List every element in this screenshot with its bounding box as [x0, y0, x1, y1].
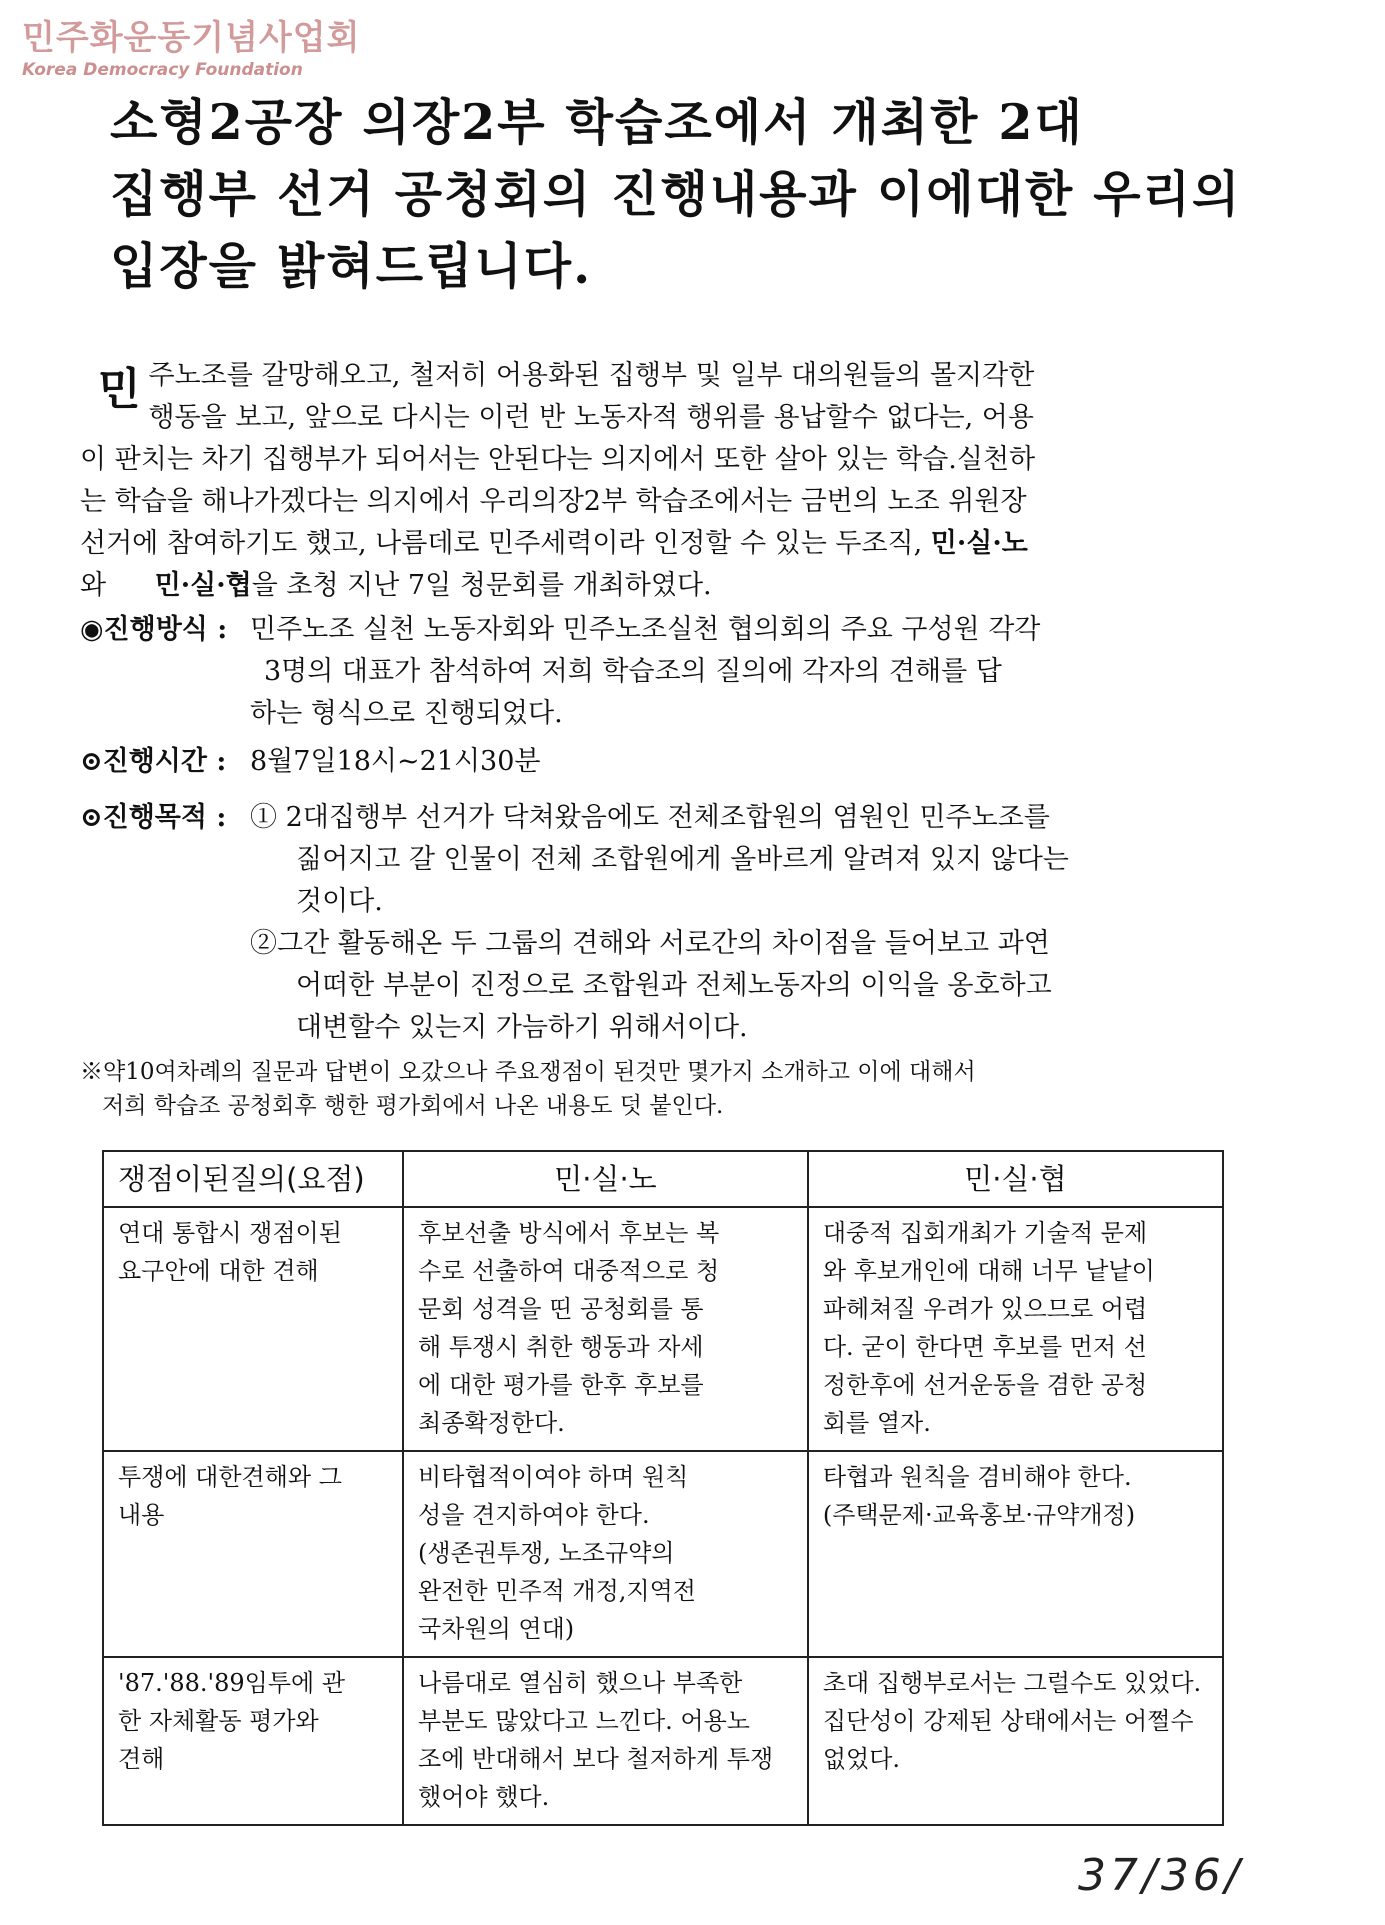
table-cell: 나름대로 열심히 했으나 부족한 부분도 많았다고 느낀다. 어용노 조에 반대해서 보다 철저하게 투쟁 했어야 했다. — [403, 1657, 808, 1825]
purpose-section — [80, 797, 1240, 1049]
purpose-line: ②그간 활동해온 두 그룹의 견해와 서로간의 차이점을 들어보고 과연 — [250, 928, 1050, 959]
table-cell: 초대 집행부로서는 그럴수도 있었다. 집단성이 강제된 상태에서는 어쩔수 없었다. — [808, 1657, 1223, 1825]
table-header-row — [103, 1151, 1223, 1207]
title-line: 집행부 선거 공청회의 진행내용과 이에대한 우리의 — [110, 165, 1242, 223]
table-cell: 연대 통합시 쟁점이된 요구안에 대한 견해 — [103, 1207, 403, 1451]
footnote-line: ※약10여차례의 질문과 답변이 오갔으나 주요쟁점이 된것만 몇가지 소개하고 이에 대해서 — [80, 1059, 976, 1085]
intro-line — [80, 523, 1240, 565]
method-body — [250, 609, 1240, 735]
watermark-korean: 민주화운동기념사업회 — [22, 18, 361, 58]
title-line: 입장을 밝혀드립니다. — [110, 237, 593, 295]
intro-line — [80, 565, 1240, 607]
purpose-label: ⊙진행목적 : — [80, 802, 227, 833]
intro-paragraph — [80, 355, 1240, 607]
title-line: 소형2공장 의장2부 학습조에서 개최한 2대 — [110, 93, 1084, 151]
issues-table — [102, 1150, 1224, 1826]
intro-line: 이 판치는 차기 집행부가 되어서는 안된다는 의지에서 또한 살아 있는 학습.실천하 — [80, 444, 1036, 475]
method-label: ◉진행방식 : — [80, 614, 228, 645]
intro-text: 선거에 참여하기도 했고, 나름데로 민주세력이라 인정할 수 있는 두조직, — [80, 528, 923, 559]
purpose-line: 짊어지고 갈 인물이 전체 조합원에게 올바르게 알려져 있지 않다는 — [296, 844, 1069, 875]
org-name-minsilhyeop: 민·실·협 — [154, 570, 252, 601]
time-section — [80, 741, 1240, 783]
method-line: 3명의 대표가 참석하여 저희 학습조의 질의에 각자의 견해를 답 — [264, 656, 1002, 687]
column-header-minsilhyeop: 민·실·협 — [808, 1151, 1223, 1207]
column-header-issue: 쟁점이된질의(요점) — [103, 1151, 403, 1207]
table-row — [103, 1451, 1223, 1657]
table-cell: 타협과 원칙을 겸비해야 한다. (주택문제·교육홍보·규약개정) — [808, 1451, 1223, 1657]
method-line: 민주노조 실천 노동자회와 민주노조실천 협의회의 주요 구성원 각각 — [250, 614, 1041, 645]
table-cell: 후보선출 방식에서 후보는 복 수로 선출하여 대중적으로 청 문회 성격을 띤 공청회를 통 해 투쟁시 취한 행동과 자세 에 대한 평가를 한후 후보를 최종확정한다. — [403, 1207, 808, 1451]
document-title — [110, 86, 1260, 302]
purpose-body — [250, 797, 1240, 1049]
intro-text: 을 초청 지난 7일 청문회를 개최하였다. — [251, 570, 712, 601]
page-number: 37/36/ — [1078, 1850, 1244, 1901]
intro-line: 행동을 보고, 앞으로 다시는 이런 반 노동자적 행위를 용납할수 없다는, 어용 — [148, 402, 1034, 433]
time-value: 8월7일18시~21시30분 — [250, 746, 541, 777]
method-line: 하는 형식으로 진행되었다. — [250, 698, 563, 729]
watermark-english: Korea Democracy Foundation — [22, 60, 303, 80]
table-cell: 투쟁에 대한견해와 그 내용 — [103, 1451, 403, 1657]
drop-cap: 민 — [98, 364, 141, 415]
purpose-line: 대변할수 있는지 가늠하기 위해서이다. — [296, 1012, 748, 1043]
time-label: ⊙진행시간 : — [80, 746, 227, 777]
purpose-line: ① 2대집행부 선거가 닥쳐왔음에도 전체조합원의 염원인 민주노조를 — [250, 802, 1050, 833]
column-header-minsilno: 민·실·노 — [403, 1151, 808, 1207]
org-name-minsilno: 민·실·노 — [930, 528, 1028, 559]
intro-line: 는 학습을 해나가겠다는 의지에서 우리의장2부 학습조에서는 금번의 노조 위원장 — [80, 486, 1027, 517]
footnote-line: 저희 학습조 공청회후 행한 평가회에서 나온 내용도 덧 붙인다. — [102, 1093, 724, 1119]
intro-text: 와 — [80, 570, 107, 601]
table-cell: 비타협적이여야 하며 원칙 성을 견지하여야 한다. (생존권투쟁, 노조규약의 완전한 민주적 개정,지역전 국차원의 연대) — [403, 1451, 808, 1657]
intro-line: 주노조를 갈망해오고, 철저히 어용화된 집행부 및 일부 대의원들의 몰지각한 — [148, 360, 1035, 391]
table-row — [103, 1207, 1223, 1451]
document-body — [80, 355, 1240, 1123]
table-cell: '87.'88.'89임투에 관 한 자체활동 평가와 견해 — [103, 1657, 403, 1825]
purpose-line: 어떠한 부분이 진정으로 조합원과 전체노동자의 이익을 옹호하고 — [296, 970, 1052, 1001]
method-section — [80, 609, 1240, 735]
purpose-line: 것이다. — [296, 886, 383, 917]
table-row — [103, 1657, 1223, 1825]
watermark — [22, 18, 360, 80]
footnote — [80, 1055, 1240, 1123]
table-cell: 대중적 집회개최가 기술적 문제 와 후보개인에 대해 너무 낱낱이 파헤쳐질 우려가 있으므로 어렵 다. 굳이 한다면 후보를 먼저 선 정한후에 선거운동을 겸한 공청 회를 열자. — [808, 1207, 1223, 1451]
